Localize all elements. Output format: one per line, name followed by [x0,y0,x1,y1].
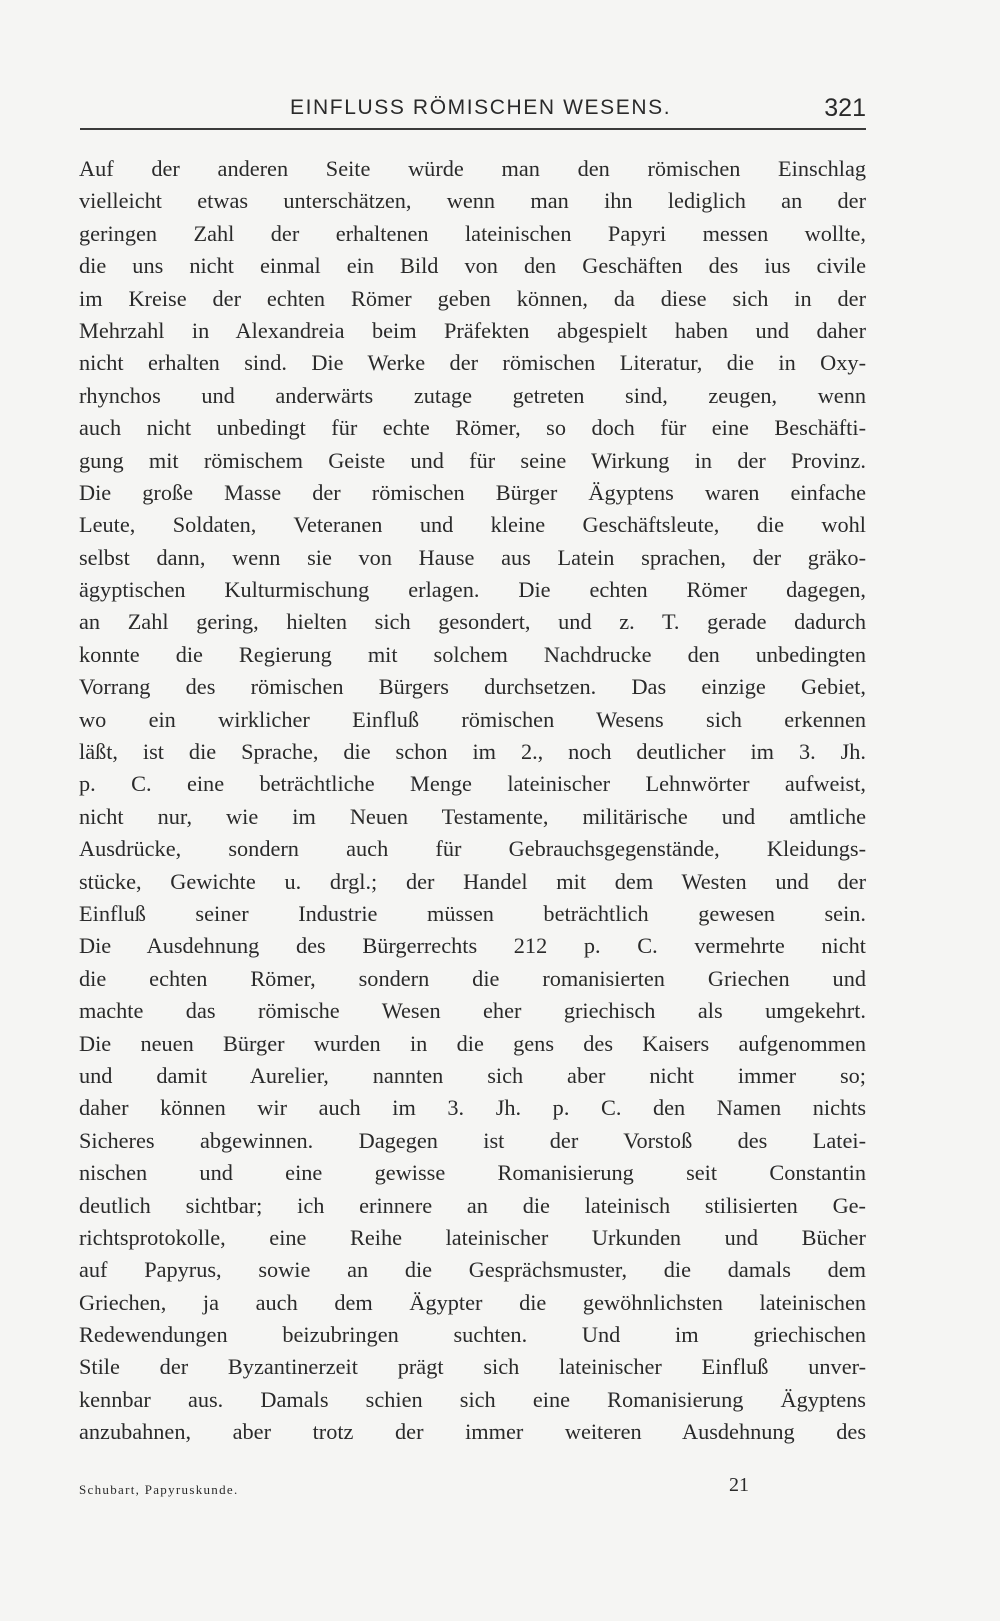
text-line: Mehrzahl in Alexandreia beim Präfekten abgespielt haben und daher [79,317,866,343]
text-line: Sicheres abgewinnen. Dagegen ist der Vorstoß des Latei- [79,1127,866,1153]
page-header [80,92,866,130]
text-line: läßt, ist die Sprache, die schon im 2., noch deutlicher im 3. Jh. [79,739,866,765]
text-line: Redewendungen beizubringen suchten. Und im griechischen [79,1322,866,1348]
text-line: selbst dann, wenn sie von Hause aus Latein sprachen, der gräko- [79,544,866,570]
text-line: Die große Masse der römischen Bürger Ägyptens waren einfache [79,479,866,505]
text-line: im Kreise der echten Römer geben können, da diese sich in der [79,285,866,311]
text-line: nicht nur, wie im Neuen Testamente, militärische und amtliche [79,803,866,829]
text-line: deutlich sichtbar; ich erinnere an die lateinisch stilisierten Ge- [79,1192,866,1218]
text-line: rhynchos und anderwärts zutage getreten sind, zeugen, wenn [79,382,866,408]
text-line: anzubahnen, aber trotz der immer weiteren Ausdehnung des [79,1419,866,1445]
text-line: die uns nicht einmal ein Bild von den Geschäften des ius civile [79,253,866,279]
text-line: konnte die Regierung mit solchem Nachdrucke den unbedingten [79,641,866,667]
text-line: Leute, Soldaten, Veteranen und kleine Geschäftsleute, die wohl [79,512,866,538]
text-line: ägyptischen Kulturmischung erlagen. Die echten Römer dagegen, [79,577,866,603]
running-title: EINFLUSS RÖMISCHEN WESENS. [290,96,672,119]
text-line: nicht erhalten sind. Die Werke der römischen Literatur, die in Oxy- [79,350,866,376]
text-line: Griechen, ja auch dem Ägypter die gewöhnlichsten lateinischen [79,1289,866,1315]
page-footer [79,1470,866,1510]
text-line: Ausdrücke, sondern auch für Gebrauchsgegenstände, Kleidungs- [79,836,866,862]
text-line: Stile der Byzantinerzeit prägt sich lateinischer Einfluß unver- [79,1354,866,1380]
text-line: vielleicht etwas unterschätzen, wenn man ihn lediglich an der [79,188,866,214]
text-line: geringen Zahl der erhaltenen lateinischen Papyri messen wollte, [79,220,866,246]
text-line: Einfluß seiner Industrie müssen beträchtlich gewesen sein. [79,900,866,926]
signature-mark: 21 [729,1474,749,1496]
text-line: wo ein wirklicher Einfluß römischen Wesens sich erkennen [79,706,866,732]
text-line: auch nicht unbedingt für echte Römer, so doch für eine Beschäfti- [79,415,866,441]
text-line: daher können wir auch im 3. Jh. p. C. den Namen nichts [79,1095,866,1121]
text-line: Die neuen Bürger wurden in die gens des Kaisers aufgenommen [79,1030,866,1056]
text-line: Vorrang des römischen Bürgers durchsetzen. Das einzige Gebiet, [79,674,866,700]
text-line: kennbar aus. Damals schien sich eine Romanisierung Ägyptens [79,1386,866,1412]
text-line: machte das römische Wesen eher griechisch als umgekehrt. [79,998,866,1024]
page-number: 321 [824,94,866,122]
text-line: stücke, Gewichte u. drgl.; der Handel mit dem Westen und der [79,868,866,894]
text-line: nischen und eine gewisse Romanisierung seit Constantin [79,1160,866,1186]
text-line: gung mit römischem Geiste und für seine Wirkung in der Provinz. [79,447,866,473]
text-line: und damit Aurelier, nannten sich aber nicht immer so; [79,1062,866,1088]
text-line: p. C. eine beträchtliche Menge lateinischer Lehnwörter aufweist, [79,771,866,797]
text-line: Die Ausdehnung des Bürgerrechts 212 p. C. vermehrte nicht [79,933,866,959]
body-paragraph [79,153,866,1449]
footer-reference: Schubart, Papyruskunde. [79,1482,239,1497]
text-line: Auf der anderen Seite würde man den römischen Einschlag [79,156,866,181]
text-line: auf Papyrus, sowie an die Gesprächsmuster, die damals dem [79,1257,866,1283]
text-line: die echten Römer, sondern die romanisierten Griechen und [79,965,866,991]
text-line: an Zahl gering, hielten sich gesondert, und z. T. gerade dadurch [79,609,866,635]
text-line: richtsprotokolle, eine Reihe lateinischer Urkunden und Bücher [79,1224,866,1250]
